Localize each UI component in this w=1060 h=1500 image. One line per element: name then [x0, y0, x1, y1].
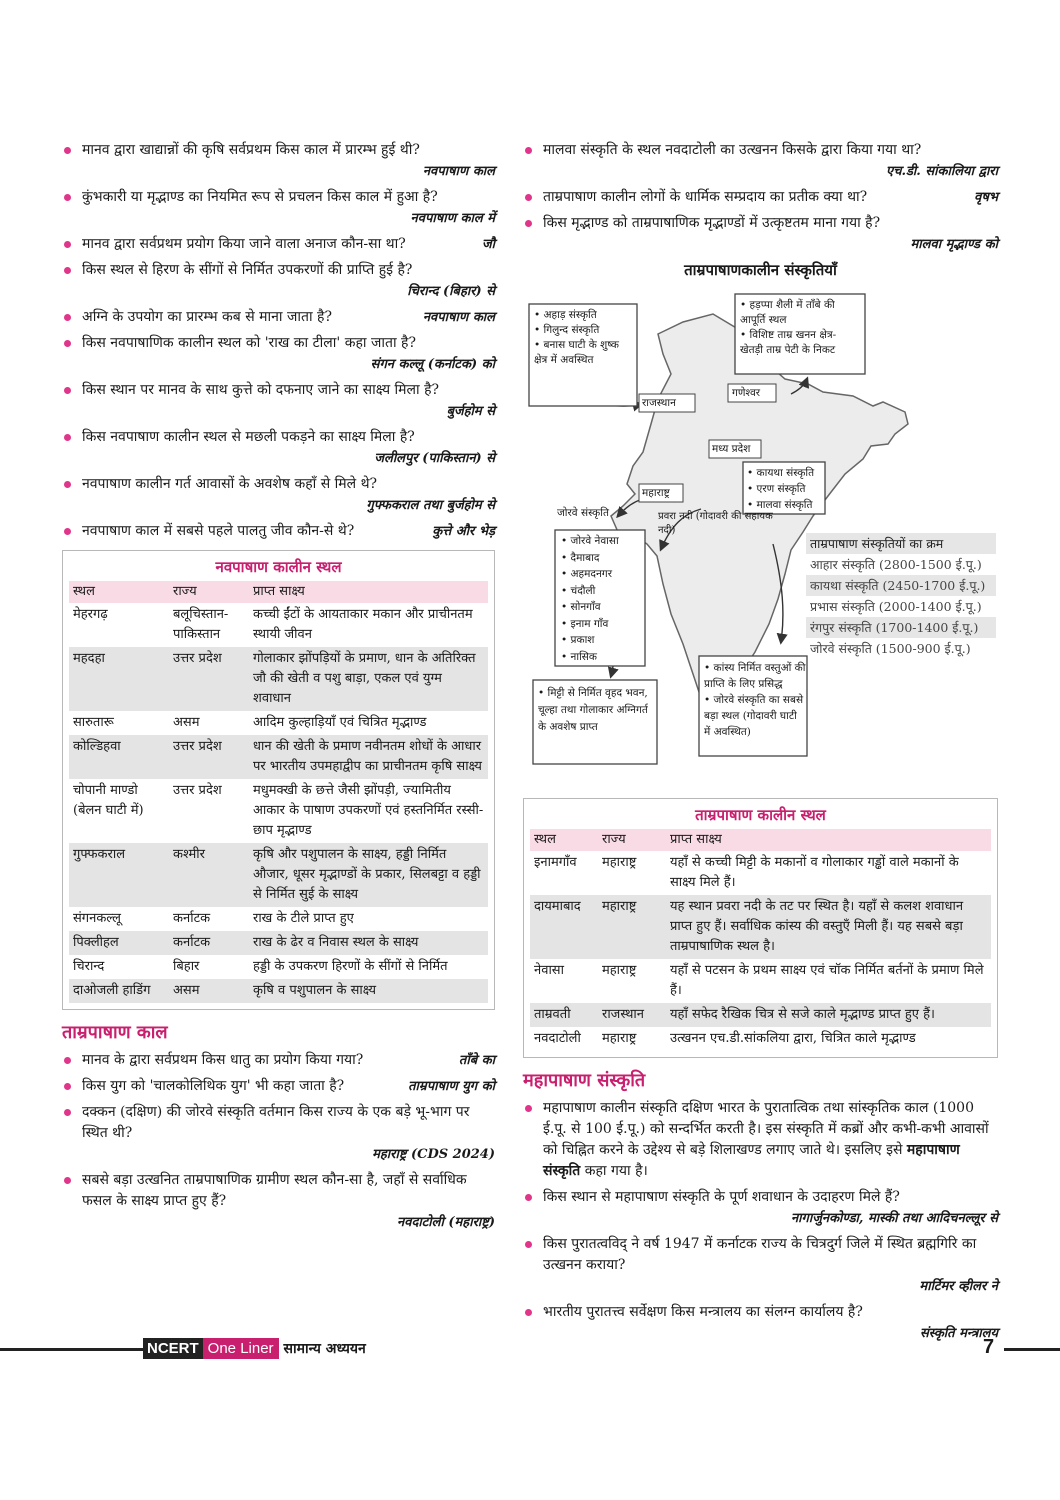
answer-text: ताम्रपाषाण युग को — [408, 1079, 495, 1094]
cell-site: पिक्लीहल — [69, 931, 169, 955]
cell-site: चोपानी माण्डो (बेलन घाटी में) — [73, 783, 144, 818]
cell-state: कश्मीर — [169, 843, 249, 907]
question-text: मानव के द्वारा सर्वप्रथम किस धातु का प्रयोग किया गया? — [82, 1052, 364, 1068]
col-header-state: राज्य — [598, 829, 666, 851]
mp-box-text — [747, 465, 825, 513]
cell-state: कर्नाटक — [173, 911, 211, 926]
question-text: अग्नि के उपयोग का प्रारम्भ कब से माना जाता है? — [82, 309, 332, 325]
cell-evidence: यहाँ सफेद रैखिक चित्र से सजे काले मृद्भाण्ड प्राप्त हुए हैं। — [666, 1003, 991, 1027]
question-text: किस स्थान से महापाषाण संस्कृति के पूर्ण शवाधान के उदाहरण मिले हैं? — [543, 1189, 900, 1205]
cell-state: उत्तर प्रदेश — [169, 647, 249, 711]
legend-item: जोरवे संस्कृति (1500-900 ई.पू.) — [810, 641, 971, 656]
bullet-dot — [64, 194, 71, 201]
left-column — [62, 140, 495, 1238]
bullet-dot — [525, 1309, 532, 1316]
bullet-dot — [525, 1105, 532, 1112]
cell-evidence: कृषि और पशुपालन के साक्ष्य, हड्डी निर्मित औजार, धूसर मृद्भाण्डों के प्रकार, सिलबट्टा व हड्डी से निर्मित सुई के साक्ष्य — [249, 843, 488, 907]
cell-evidence: मधुमक्खी के छत्ते जैसी झोंपड़ी, ज्यामितीय आकार के पाषाण उपकरणों एवं हस्तनिर्मित रस्सी-छाप मृद्भाण्ड — [253, 783, 484, 838]
cell-state: महाराष्ट्र — [602, 855, 637, 870]
qa-list-chalcolithic — [62, 1050, 495, 1233]
neolithic-sites-table — [69, 581, 488, 1003]
table-row — [530, 1003, 991, 1027]
jorwe-site-8: • नासिक — [561, 650, 597, 663]
cell-state: बिहार — [173, 959, 200, 974]
qa-item — [523, 187, 998, 208]
table-row — [530, 1027, 991, 1051]
cell-site: मेहरगढ़ — [73, 607, 108, 622]
qa-item — [62, 380, 495, 422]
bullet-dot — [64, 340, 71, 347]
question-text: किस पुरातत्वविद् ने वर्ष 1947 में कर्नाटक राज्य के चित्रदुर्ग जिले में स्थित ब्रह्मगिरि का उत्खनन कराया? — [543, 1236, 977, 1273]
table-row — [69, 979, 488, 1003]
cell-site: ताम्रवती — [530, 1003, 598, 1027]
cell-evidence: कच्ची ईंटों के आयताकार मकान और प्राचीनतम स्थायी जीवन — [253, 607, 473, 642]
jorwe-site-1: • जोरवे नेवासा — [561, 535, 619, 547]
bullet-dot — [64, 267, 71, 274]
jorwe-site-2: • दैमाबाद — [561, 551, 600, 564]
jorwe-site-7: • प्रकाश — [561, 634, 595, 646]
brand-ncert: NCERT — [143, 1338, 203, 1359]
table-row — [530, 959, 991, 1003]
qa-item — [523, 1187, 998, 1229]
answer-text: बुर्जहोम से — [446, 404, 495, 419]
cell-state: राजस्थान — [598, 1003, 666, 1027]
right-column — [523, 140, 998, 1349]
rajasthan-line-1: • अहाड़ संस्कृति — [534, 309, 597, 321]
copper-line-1: • कांस्य निर्मित वस्तुओं की प्राप्ति के लिए प्रसिद्ध — [704, 662, 806, 690]
mp-line-1: • कायथा संस्कृति — [747, 467, 815, 479]
qa-item — [523, 213, 998, 255]
mp-line-3: • मालवा संस्कृति — [747, 499, 813, 511]
qa-list-malwa — [523, 140, 998, 255]
legend-item: प्रभास संस्कृति (2000-1400 ई.पू.) — [810, 599, 982, 614]
question-text: किस युग को 'चालकोलिथिक युग' भी कहा जाता है? — [82, 1078, 345, 1094]
bullet-dot — [64, 1057, 71, 1064]
rajasthan-line-2: • गिलुन्द संस्कृति — [534, 324, 600, 336]
cell-state: असम — [169, 979, 249, 1003]
cell-site: नेवासा — [534, 963, 564, 978]
cell-site: गुफ्फकराल — [69, 843, 169, 907]
question-text: किस मृद्भाण्ड को ताम्रपाषाणिक मृद्भाण्डों में उत्कृष्टतम माना गया है? — [543, 215, 881, 231]
bullet-dot — [525, 147, 532, 154]
qa-item — [62, 1102, 495, 1165]
answer-text: गुफ्फकराल तथा बुर्जहोम से — [366, 498, 495, 513]
question-text: किस नवपाषाण कालीन स्थल से मछली पकड़ने का साक्ष्य मिला है? — [82, 429, 415, 445]
question-text: मालवा संस्कृति के स्थल नवदाटोली का उत्खनन किसके द्वारा किया गया था? — [543, 142, 922, 158]
question-text: मानव द्वारा खाद्यान्नों की कृषि सर्वप्रथम किस काल में प्रारम्भ हुई थी? — [82, 142, 420, 158]
rajasthan-box-text — [534, 308, 634, 368]
qa-item — [523, 1234, 998, 1297]
answer-text: नागार्जुनकोण्डा, मास्की तथा आदिचनल्लूर से — [790, 1211, 998, 1226]
cell-evidence: उत्खनन एच.डी.सांकलिया द्वारा, चित्रित काले मृद्भाण्ड — [670, 1031, 916, 1046]
pravara-label: प्रवरा नदी (गोदावरी की सहायक नदी) — [658, 511, 773, 536]
mp-label: मध्य प्रदेश — [712, 443, 751, 455]
india-map-figure — [523, 284, 998, 784]
rajasthan-line-3: • बनास घाटी के शुष्क क्षेत्र में अवस्थित — [534, 339, 619, 366]
ganeshwar-line-1: • हड़प्पा शैली में ताँबे की आपूर्ति स्थल — [740, 299, 835, 326]
qa-item — [62, 187, 495, 229]
jorwe-site-3: • अहमदनगर — [561, 568, 613, 580]
bullet-dot — [64, 481, 71, 488]
brand-subject: सामान्य अध्ययन — [283, 1340, 366, 1357]
cell-state: उत्तर प्रदेश — [169, 735, 249, 779]
jorwe-label: जोरवे संस्कृति — [557, 507, 609, 519]
table-row — [69, 779, 488, 843]
answer-text: जौ — [481, 237, 495, 252]
mp-line-2: • एरण संस्कृति — [747, 483, 806, 495]
megalith-paragraph — [523, 1098, 998, 1182]
table-row — [69, 907, 488, 931]
question-text: भारतीय पुरातत्त्व सर्वेक्षण किस मन्त्रालय का संलग्न कार्यालय है? — [543, 1304, 863, 1320]
megalith-text-before: महापाषाण कालीन संस्कृति दक्षिण भारत के पुरातात्विक तथा सांस्कृतिक काल (1000 ई.पू. से 100 ई.पू.) को सन्दर्भित करती है। इस संस्कृति में कब्रों और कभी-कभी आवासों को चिह्नित करने के उद्देश्य से बड़े शिलाखण्ड लगाए जाते थे। इसलिए इसे — [543, 1100, 989, 1158]
qa-item — [62, 260, 495, 302]
maharashtra-label: महाराष्ट्र — [642, 487, 670, 499]
jorwe-site-4: • चंदौली — [561, 584, 596, 597]
chalcolithic-sites-table — [530, 829, 991, 1051]
cell-state: उत्तर प्रदेश — [173, 783, 222, 798]
cell-evidence: गोलाकार झोंपड़ियों के प्रमाण, धान के अतिरिक्त जौ की खेती व पशु बाड़ा, एकल एवं युग्म शवाधान — [249, 647, 488, 711]
cell-site: महदहा — [69, 647, 169, 711]
qa-item — [62, 427, 495, 469]
legend-title: ताम्रपाषाण संस्कृतियों का क्रम — [806, 533, 996, 554]
cell-evidence: धान की खेती के प्रमाण नवीनतम शोधों के आधार पर भारतीय उपमहाद्वीप का प्राचीनतम कृषि साक्ष्य — [249, 735, 488, 779]
table-row — [530, 895, 991, 959]
copper-line-2: • जोरवे संस्कृति का सबसे बड़ा स्थल (गोदावरी घाटी में अवस्थित) — [704, 694, 804, 738]
qa-item — [62, 140, 495, 182]
neolithic-sites-table-box — [62, 550, 495, 1010]
footer-rule-left — [0, 1348, 143, 1351]
answer-text: मालवा मृद्भाण्ड को — [910, 237, 998, 252]
question-text: दक्कन (दक्षिण) की जोरवे संस्कृति वर्तमान किस राज्य के एक बड़े भू-भाग पर स्थित थी? — [82, 1104, 470, 1141]
jorwe-site-6: • इनाम गाँव — [561, 617, 609, 630]
cell-evidence: आदिम कुल्हाड़ियाँ एवं चित्रित मृद्भाण्ड — [253, 715, 427, 730]
bullet-dot — [64, 314, 71, 321]
answer-text: वृषभ — [974, 190, 998, 205]
qa-item — [62, 307, 495, 328]
qa-item — [62, 521, 495, 542]
qa-item — [62, 1076, 495, 1097]
jorwe-site-5: • सोनगाँव — [561, 601, 601, 613]
answer-text: ताँबे का — [458, 1053, 495, 1068]
cell-site: सारुतारू — [73, 715, 114, 730]
answer-text: संगन कल्लू (कर्नाटक) को — [370, 357, 495, 372]
bullet-dot — [525, 220, 532, 227]
ganeshwar-line-2: • विशिष्ट ताम्र खनन क्षेत्र- खेतड़ी ताम्र पेटी के निकट — [740, 329, 837, 356]
legend-item: रंगपुर संस्कृति (1700-1400 ई.पू.) — [806, 617, 996, 638]
table-row — [69, 735, 488, 779]
table-row — [530, 851, 991, 895]
table-row — [69, 843, 488, 907]
answer-text: जलीलपुर (पाकिस्तान) से — [374, 451, 495, 466]
bullet-dot — [64, 147, 71, 154]
cell-state: महाराष्ट्र — [598, 895, 666, 959]
answer-text: संस्कृति मन्त्रालय — [919, 1326, 998, 1341]
megalith-text-after: कहा गया है। — [584, 1163, 648, 1179]
ganeshwar-label: गणेश्वर — [732, 387, 761, 399]
cell-state: महाराष्ट्र — [602, 1031, 637, 1046]
bullet-dot — [64, 528, 71, 535]
page-footer — [0, 1336, 1060, 1362]
megalith-text-bold: महापाषाण संस्कृति — [543, 1142, 960, 1179]
cell-evidence: राख के ढेर व निवास स्थल के साक्ष्य — [249, 931, 488, 955]
legend-item: कायथा संस्कृति (2450-1700 ई.पू.) — [806, 575, 996, 596]
neolithic-table-title: नवपाषाण कालीन स्थल — [215, 558, 342, 576]
bullet-dot — [64, 1083, 71, 1090]
answer-text: कुत्ते और भेड़ — [432, 524, 495, 539]
answer-text: चिरान्द (बिहार) से — [407, 284, 495, 299]
col-header-evidence: प्राप्त साक्ष्य — [666, 829, 991, 851]
question-text: मानव द्वारा सर्वप्रथम प्रयोग किया जाने वाला अनाज कौन-सा था? — [82, 236, 406, 252]
pit-box-text: • मिट्टी से निर्मित वृहद भवन, चूल्हा तथा गोलाकार अग्निगर्त के अवशेष प्राप्त — [538, 687, 648, 733]
question-text: नवपाषाण कालीन गर्त आवासों के अवशेष कहाँ से मिले थे? — [82, 476, 378, 492]
qa-item — [62, 234, 495, 255]
cell-evidence: कृषि व पशुपालन के साक्ष्य — [249, 979, 488, 1003]
question-text: कुंभकारी या मृद्भाण्ड का नियमित रूप से प्रचलन किस काल में हुआ है? — [82, 189, 438, 205]
cell-site: इनामगाँव — [534, 855, 577, 870]
megalith-heading: महापाषाण संस्कृति — [523, 1070, 646, 1091]
jorwe-sites — [561, 533, 645, 665]
answer-text: नवदाटोली (महाराष्ट्र) — [397, 1215, 495, 1230]
qa-item — [62, 333, 495, 375]
bullet-dot — [64, 241, 71, 248]
qa-item — [62, 1050, 495, 1071]
footer-rule-right — [1004, 1348, 1060, 1351]
cell-site: दाओजली हाडिंग — [69, 979, 169, 1003]
cell-evidence: यहाँ से पटसन के प्रथम साक्ष्य एवं चॉक निर्मित बर्तनों के प्रमाण मिले हैं। — [670, 963, 984, 998]
bullet-dot — [64, 1109, 71, 1116]
chalcolithic-heading: ताम्रपाषाण काल — [62, 1022, 168, 1043]
chronology-legend — [806, 533, 996, 659]
bullet-dot — [64, 387, 71, 394]
answer-text: नवपाषाण काल में — [410, 211, 495, 226]
answer-text: नवपाषाण काल — [422, 310, 495, 325]
bullet-dot — [64, 434, 71, 441]
cell-state: कर्नाटक — [169, 931, 249, 955]
answer-text: महाराष्ट्र (CDS 2024) — [372, 1147, 495, 1162]
bullet-dot — [525, 194, 532, 201]
answer-text: एच.डी. सांकालिया द्वारा — [886, 164, 998, 179]
question-text: किस स्थान पर मानव के साथ कुत्ते को दफनाए जाने का साक्ष्य मिला है? — [82, 382, 440, 398]
table-row — [69, 711, 488, 735]
answer-text: मार्टिमर व्हीलर ने — [919, 1279, 998, 1294]
qa-list-neolithic — [62, 140, 495, 542]
chalcolithic-table-title: ताम्रपाषाण कालीन स्थल — [695, 806, 826, 824]
bullet-dot — [64, 1177, 71, 1184]
rajasthan-label: राजस्थान — [642, 397, 676, 409]
qa-item — [62, 474, 495, 516]
question-text: नवपाषाण काल में सबसे पहले पालतु जीव कौन-से थे? — [82, 523, 355, 539]
col-header-evidence: प्राप्त साक्ष्य — [249, 581, 488, 603]
cell-evidence: यह स्थान प्रवरा नदी के तट पर स्थित है। यहाँ से कलश शवाधान प्राप्त हुए हैं। सर्वाधिक कांस्य की वस्तुएँ मिली हैं। यह सबसे बड़ा ताम्रपाषाणिक स्थल है। — [666, 895, 991, 959]
cell-evidence: हड्डी के उपकरण हिरणों के सींगों से निर्मित — [253, 959, 448, 974]
question-text: सबसे बड़ा उत्खनित ताम्रपाषाणिक ग्रामीण स्थल कौन-सा है, जहाँ से सर्वाधिक फसल के साक्ष्य प्राप्त हुए हैं? — [82, 1172, 467, 1209]
table-row — [69, 955, 488, 979]
cell-state: असम — [173, 715, 200, 730]
col-header-site: स्थल — [530, 829, 598, 851]
ganeshwar-box-text — [740, 298, 862, 358]
answer-text: नवपाषाण काल — [422, 164, 495, 179]
cell-evidence: यहाँ से कच्ची मिट्टी के मकानों व गोलाकार गड्ढों वाले मकानों के साक्ष्य मिले हैं। — [670, 855, 959, 890]
cell-site: दायमाबाद — [530, 895, 598, 959]
table-row — [69, 931, 488, 955]
cell-evidence: राख के टीले प्राप्त हुए — [253, 911, 354, 926]
chalcolithic-sites-table-box — [523, 798, 998, 1058]
question-text: ताम्रपाषाण कालीन लोगों के धार्मिक सम्प्रदाय का प्रतीक क्या था? — [543, 189, 868, 205]
cell-site: कोल्डिहवा — [69, 735, 169, 779]
question-text: किस स्थल से हिरण के सींगों से निर्मित उपकरणों की प्राप्ति हुई है? — [82, 262, 413, 278]
cell-state: महाराष्ट्र — [602, 963, 637, 978]
legend-item: आहार संस्कृति (2800-1500 ई.पू.) — [810, 557, 982, 572]
qa-item — [62, 1170, 495, 1233]
col-header-state: राज्य — [169, 581, 249, 603]
page-number: 7 — [983, 1336, 995, 1358]
qa-list-megalith — [523, 1187, 998, 1344]
table-row — [69, 603, 488, 647]
cell-site: संगनकल्लू — [73, 911, 121, 926]
col-header-site: स्थल — [69, 581, 169, 603]
bullet-dot — [525, 1241, 532, 1248]
footer-brand — [143, 1336, 366, 1360]
map-title: ताम्रपाषाणकालीन संस्कृतियाँ — [684, 261, 837, 279]
qa-item — [523, 140, 998, 182]
question-text: किस नवपाषाणिक कालीन स्थल को 'राख का टीला' कहा जाता है? — [82, 335, 416, 351]
table-row — [69, 647, 488, 711]
copper-box-text — [704, 660, 806, 740]
cell-state: बलूचिस्तान-पाकिस्तान — [173, 607, 229, 642]
brand-one-liner: One Liner — [203, 1338, 279, 1359]
cell-site: नवदाटोली — [534, 1031, 581, 1046]
bullet-dot — [525, 1194, 532, 1201]
cell-site: चिरान्द — [73, 959, 105, 974]
